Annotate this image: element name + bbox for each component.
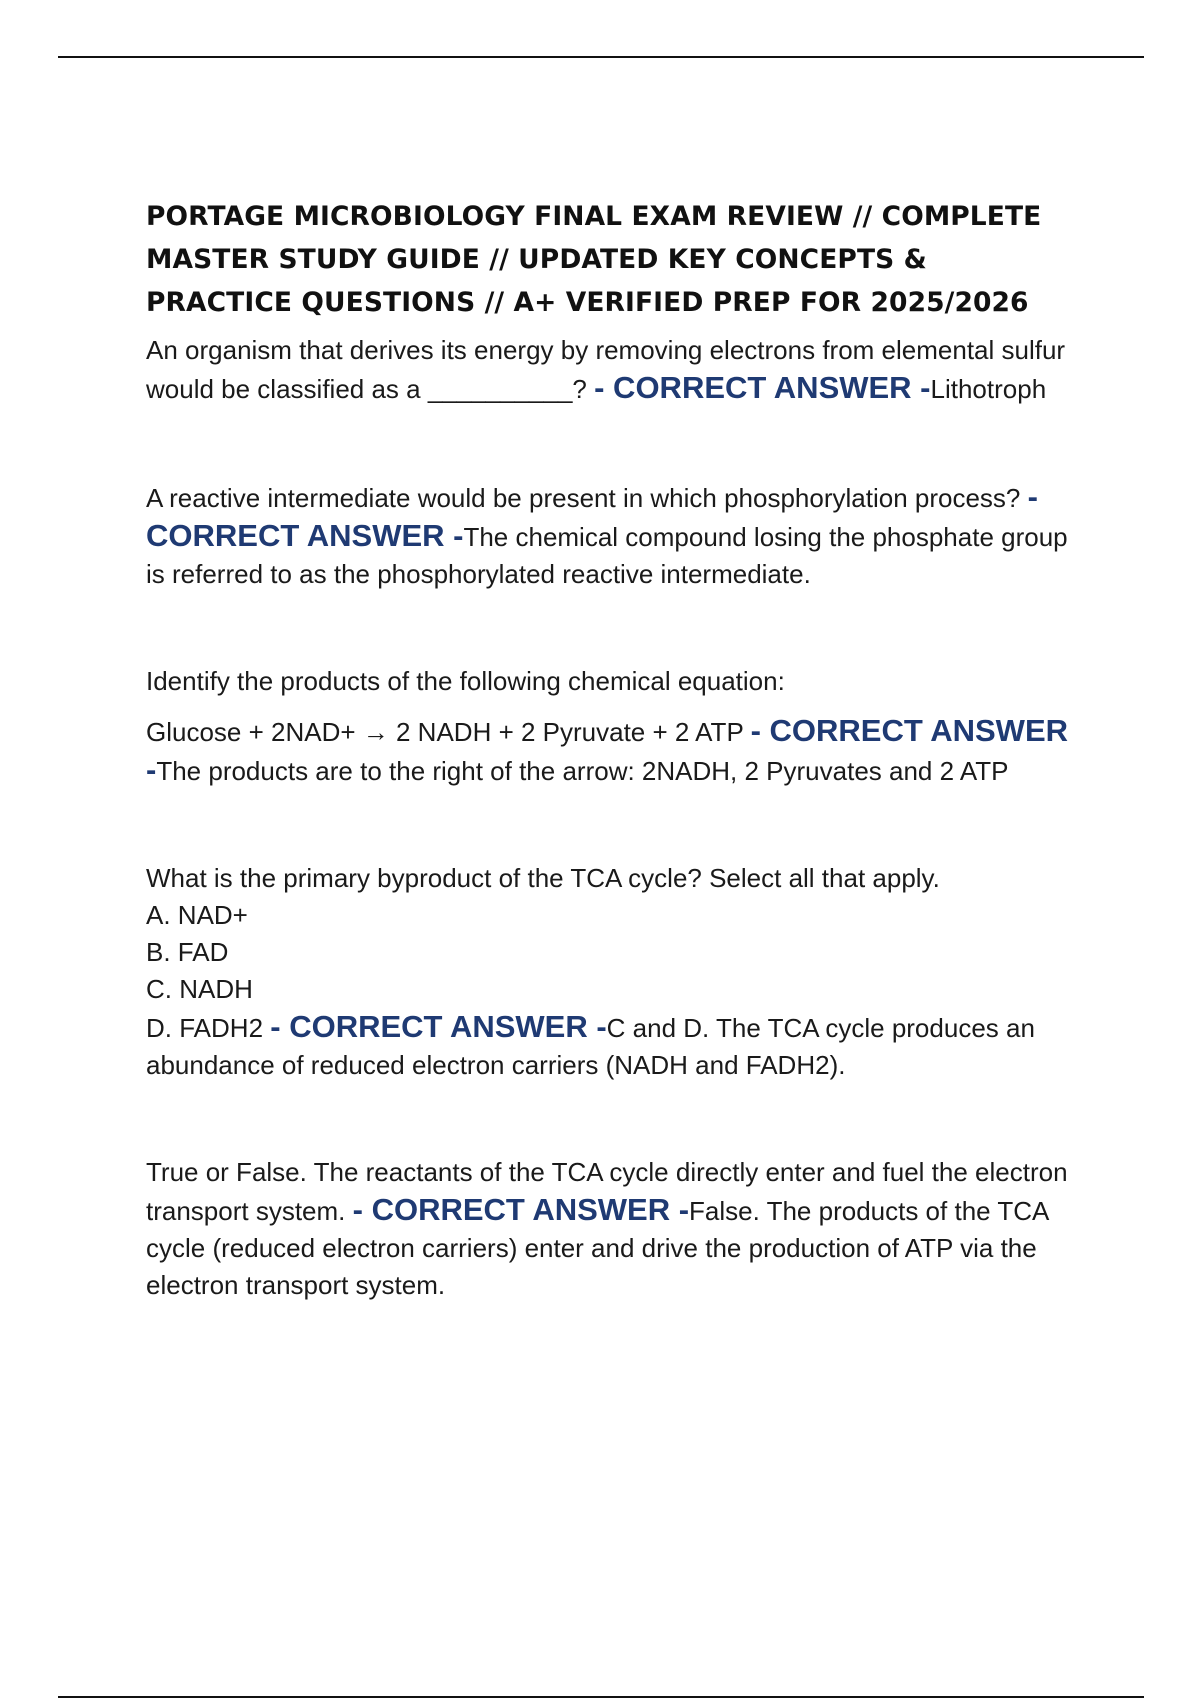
- correct-answer-marker: - CORRECT ANSWER -: [146, 713, 1069, 787]
- answer-text: Lithotroph: [930, 374, 1047, 404]
- bottom-divider: [58, 1696, 1144, 1698]
- correct-answer-marker: - CORRECT ANSWER -: [146, 479, 1038, 553]
- document-body: [146, 195, 1076, 1304]
- question-intro: Identify the products of the following chemical equation:: [146, 666, 785, 696]
- answer-text: The chemical compound losing the phosphate group is referred to as the phosphorylated reactive intermediate.: [146, 522, 1068, 589]
- answer-text: C and D. The TCA cycle produces an abundance of reduced electron carriers (NADH and FADH2).: [146, 1013, 1035, 1080]
- qa-item-1: [146, 332, 1076, 408]
- answer-text: False. The products of the TCA cycle (reduced electron carriers) enter and drive the production of ATP via the electron transport system.: [146, 1196, 1048, 1300]
- qa-item-4: [146, 860, 1076, 1084]
- document-title: PORTAGE MICROBIOLOGY FINAL EXAM REVIEW // COMPLETE MASTER STUDY GUIDE // UPDATED KEY CONCEPTS & PRACTICE QUESTIONS // A+ VERIFIED PREP FOR 2025/2026: [146, 201, 1042, 318]
- correct-answer-marker: - CORRECT ANSWER -: [594, 370, 931, 405]
- qa-item-2: [146, 478, 1076, 593]
- option-a: A. NAD+: [146, 900, 248, 930]
- correct-answer-marker: - CORRECT ANSWER -: [352, 1192, 690, 1227]
- option-b: B. FAD: [146, 937, 229, 967]
- question-text: An organism that derives its energy by removing electrons from elemental sulfur would be classified as a __________?: [146, 335, 1066, 404]
- qa-item-3: [146, 663, 1076, 790]
- question-text: Glucose + 2NAD+ → 2 NADH + 2 Pyruvate + 2 ATP: [146, 717, 744, 747]
- question-text: A reactive intermediate would be present in which phosphorylation process?: [146, 483, 1021, 513]
- option-d: D. FADH2: [146, 1013, 264, 1043]
- option-c: C. NADH: [146, 974, 253, 1004]
- question-intro: What is the primary byproduct of the TCA cycle? Select all that apply.: [146, 863, 940, 893]
- answer-text: The products are to the right of the arrow: 2NADH, 2 Pyruvates and 2 ATP: [156, 756, 1009, 786]
- top-divider: [58, 56, 1144, 58]
- qa-item-5: [146, 1154, 1076, 1304]
- question-text: True or False. The reactants of the TCA cycle directly enter and fuel the electron transport system.: [146, 1157, 1068, 1226]
- correct-answer-marker: - CORRECT ANSWER -: [270, 1009, 607, 1044]
